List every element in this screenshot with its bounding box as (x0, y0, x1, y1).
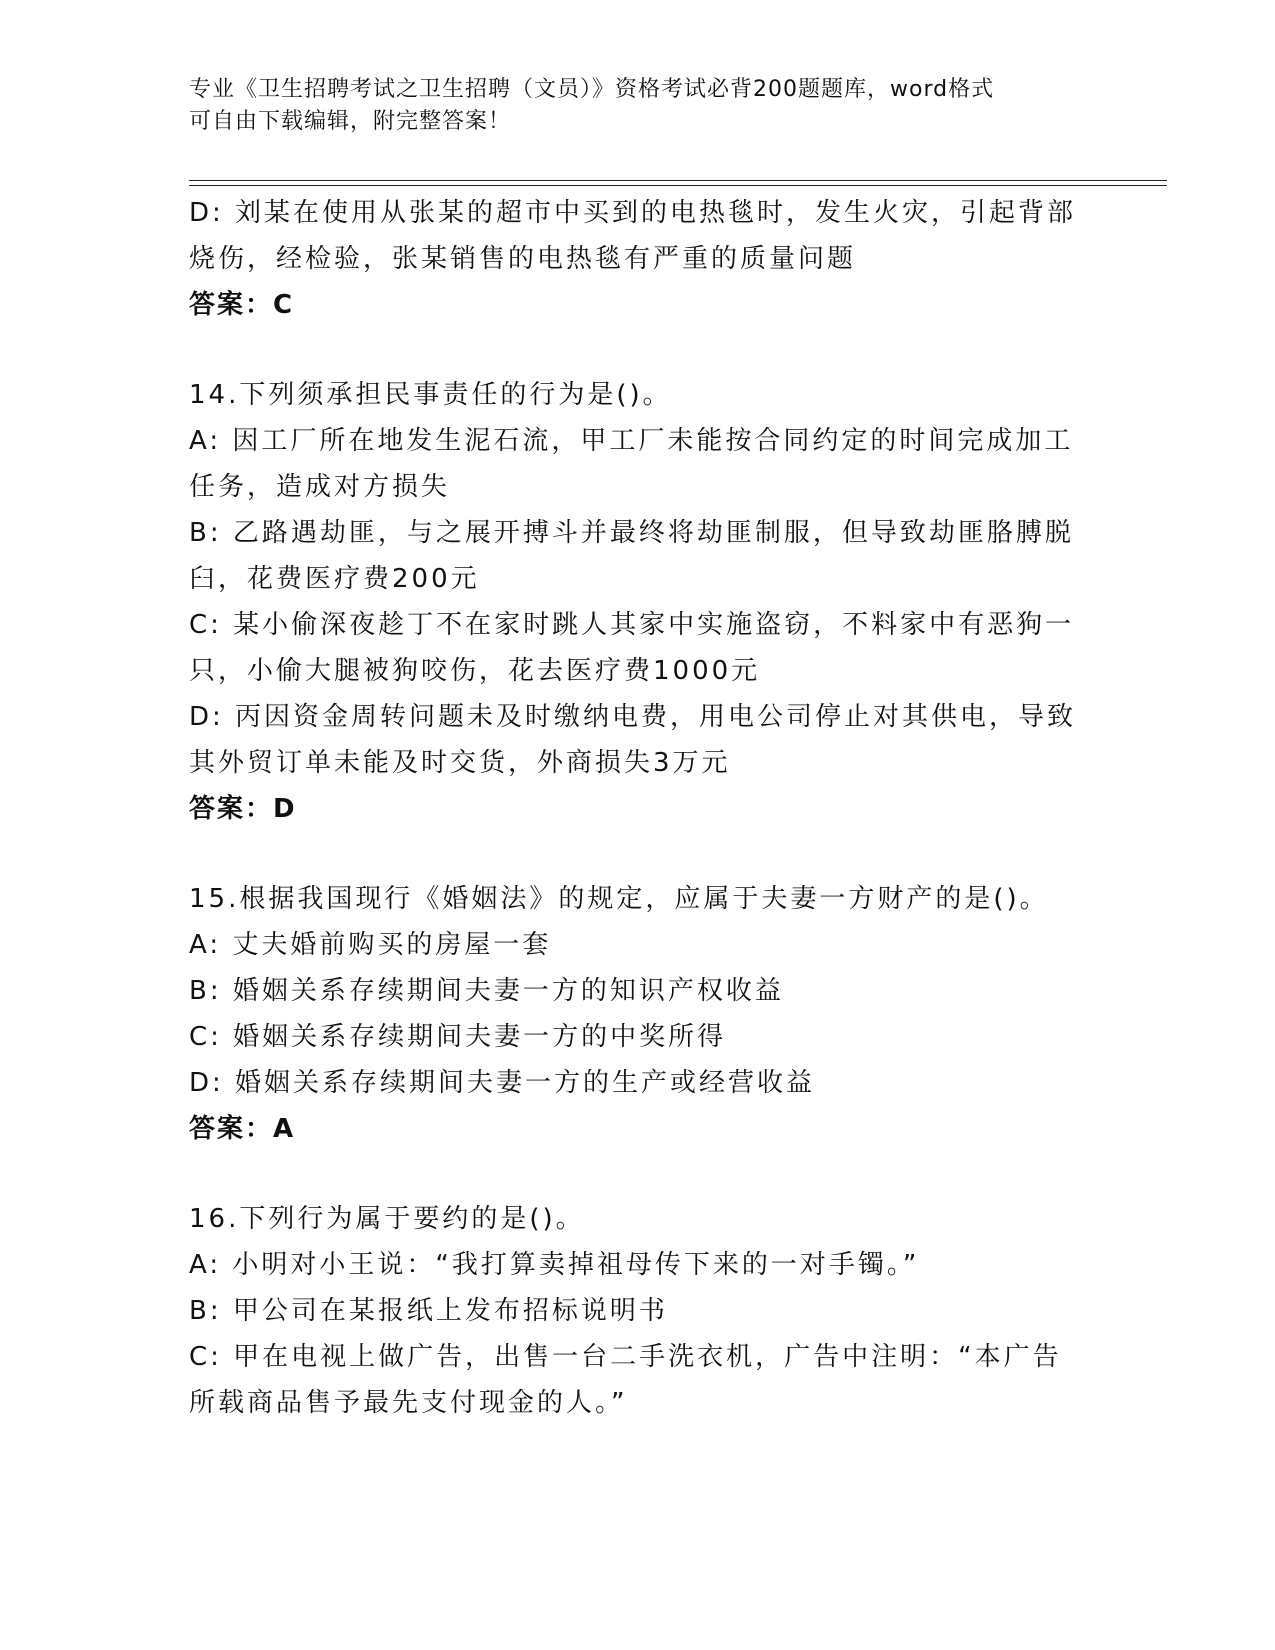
header-divider-bottom (189, 185, 1167, 186)
question-16 (189, 1196, 1089, 1426)
answer-line: 答案：A (189, 1114, 296, 1144)
spacer (189, 328, 1089, 372)
header-divider-top (189, 180, 1167, 181)
option-b-line: B: 婚姻关系存续期间夫妻一方的知识产权收益 (189, 976, 784, 1006)
answer-line: 答案：D (189, 794, 297, 824)
header-title-line-1: 专业《卫生招聘考试之卫生招聘（文员）》资格考试必背200题题库，word格式 (189, 77, 995, 102)
option-d-line: D: 刘某在使用从张某的超市中买到的电热毯时，发生火灾，引起背部 (189, 198, 1077, 228)
option-b-line: B: 甲公司在某报纸上发布招标说明书 (189, 1296, 668, 1326)
spacer (189, 832, 1089, 876)
previous-question-tail (189, 190, 1089, 328)
option-d-line: D: 婚姻关系存续期间夫妻一方的生产或经营收益 (189, 1068, 816, 1098)
header-title-line-2: 可自由下载编辑，附完整答案！ (189, 109, 512, 134)
option-d-line: 烧伤，经检验，张某销售的电热毯有严重的质量问题 (189, 244, 857, 274)
question-content (189, 190, 1089, 1426)
question-14 (189, 372, 1089, 832)
option-c-line: 只，小偷大腿被狗咬伤，花去医疗费1000元 (189, 656, 761, 686)
option-d-line: 其外贸订单未能及时交货，外商损失3万元 (189, 748, 731, 778)
option-a-line: 任务，造成对方损失 (189, 472, 451, 502)
option-c-line: 所载商品售予最先支付现金的人。” (189, 1388, 628, 1418)
option-b-line: B: 乙路遇劫匪，与之展开搏斗并最终将劫匪制服，但导致劫匪胳膊脱 (189, 518, 1074, 548)
option-c-line: C: 婚姻关系存续期间夫妻一方的中奖所得 (189, 1022, 727, 1052)
option-d-line: D: 丙因资金周转问题未及时缴纳电费，用电公司停止对其供电，导致 (189, 702, 1077, 732)
option-b-line: 臼，花费医疗费200元 (189, 564, 480, 594)
option-a-line: A: 丈夫婚前购买的房屋一套 (189, 930, 552, 960)
option-c-line: C: 甲在电视上做广告，出售一台二手洗衣机，广告中注明：“本广告 (189, 1342, 1062, 1372)
option-c-line: C: 某小偷深夜趁丁不在家时跳人其家中实施盗窃，不料家中有恶狗一 (189, 610, 1075, 640)
answer-line: 答案：C (189, 290, 295, 320)
document-header (189, 74, 1089, 138)
spacer (189, 1152, 1089, 1196)
question-15 (189, 876, 1089, 1152)
option-a-line: A: 小明对小王说：“我打算卖掉祖母传下来的一对手镯。” (189, 1250, 920, 1280)
question-stem: 16.下列行为属于要约的是()。 (189, 1204, 585, 1234)
option-a-line: A: 因工厂所在地发生泥石流，甲工厂未能按合同约定的时间完成加工 (189, 426, 1074, 456)
question-stem: 14.下列须承担民事责任的行为是()。 (189, 380, 672, 410)
question-stem: 15.根据我国现行《婚姻法》的规定，应属于夫妻一方财产的是()。 (189, 884, 1049, 914)
